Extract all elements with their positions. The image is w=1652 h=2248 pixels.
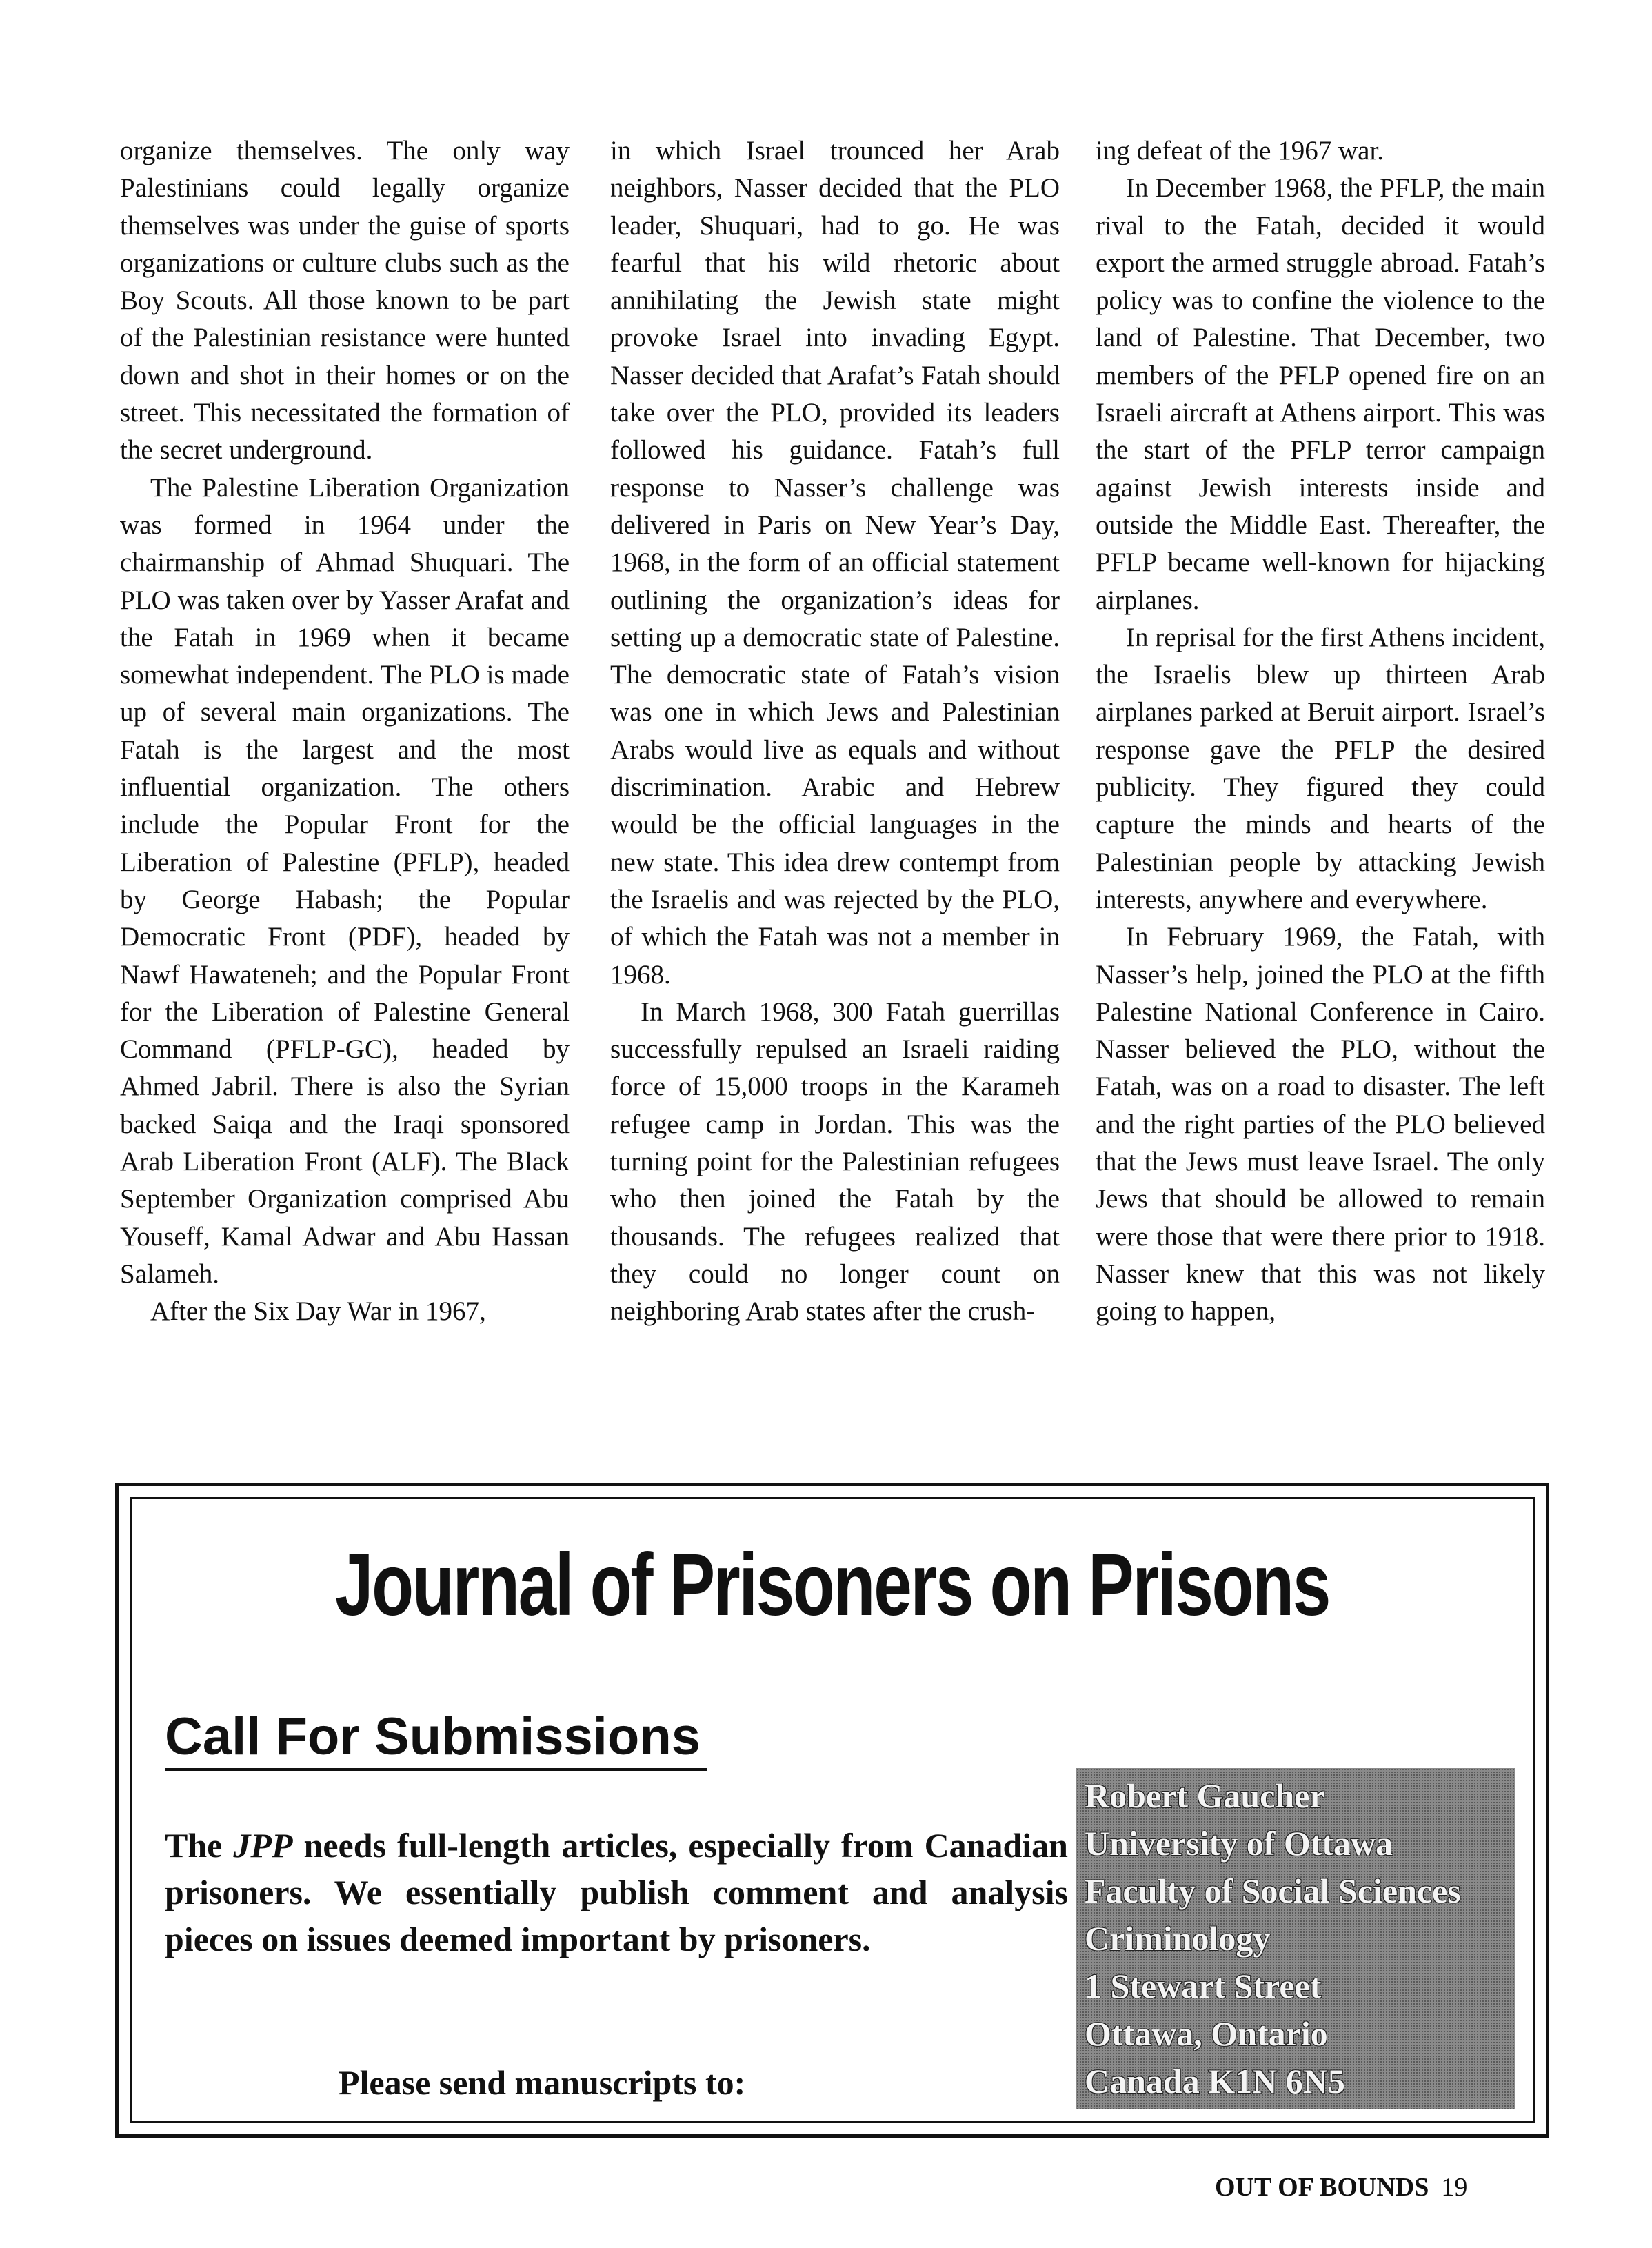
article-column-1 (120, 132, 570, 1331)
address-line: Criminology (1085, 1919, 1271, 1958)
paragraph: After the Six Day War in 1967, (150, 1296, 486, 1327)
ad-send-line: Please send manuscripts to: (339, 2063, 746, 2102)
address-line: Faculty of Social Sciences (1085, 1871, 1461, 1910)
address-line: Ottawa, Ontario (1085, 2014, 1328, 2053)
page-footer (1215, 2171, 1467, 2204)
ad-body (165, 1822, 1068, 1963)
ad-body-suffix: needs full-length articles, especially from Canadian prisoners. We essentially publish comment and analysis pieces on issues deemed important by prisoners. (165, 1826, 1068, 1958)
address-line: Robert Gaucher (1085, 1776, 1325, 1815)
paragraph: In December 1968, the PFLP, the main rival to the Fatah, decided it would export the armed struggle abroad. Fatah’s policy was to confine the violence to the land of Palestine. That December, two members of the PFLP opened fire on an Israeli aircraft at Athens airport. This was the start of the PFLP terror campaign against Jewish interests inside and outside the Middle East. Thereafter, the PFLP became well-known for hijacking airplanes. (1096, 173, 1545, 615)
paragraph: In February 1969, the Fatah, with Nasser’s help, joined the PLO at the fifth Palestine National Conference in Cairo. Nasser believed the PLO, without the Fatah, was on a road to disaster. The left and the right parties of the PLO believed that the Jews must leave Israel. The only Jews that should be allowed to remain were those that were there prior to 1918. Nasser knew that this was not likely going to happen, (1096, 922, 1545, 1327)
address-line: Canada K1N 6N5 (1085, 2062, 1345, 2100)
paragraph: In reprisal for the first Athens incident, the Israelis blew up thirteen Arab airplanes parked at Beruit airport. Israel’s response gave the PFLP the desired publicity. They figured they could capture the minds and hearts of the Palestinian people by attacking Jewish interests, anywhere and everywhere. (1096, 622, 1545, 914)
submission-ad-box (115, 1483, 1549, 2138)
paragraph: in which Israel trounced her Arab neighbors, Nasser decided that the PLO leader, Shuquari, had to go. He was fearful that his wild rhetoric about annihilating the Jewish state might provoke Israel into invading Egypt. Nasser decided that Arafat’s Fatah should take over the PLO, provided its leaders followed his guidance. Fatah’s full response to Nasser’s challenge was delivered in Paris on New Year’s Day, 1968, in the form of an official statement outlining the organization’s ideas for setting up a democratic state of Palestine. The democratic state of Fatah’s vision was one in which Jews and Palestinian Arabs would live as equals and without discrimination. Arabic and Hebrew would be the official languages in the new state. This idea drew contempt from the Israelis and was rejected by the PLO, of which the Fatah was not a member in 1968. (610, 136, 1060, 990)
publication-name: OUT OF BOUNDS (1215, 2173, 1429, 2202)
article-column-2 (610, 132, 1060, 1331)
ad-subtitle: Call For Submissions (165, 1706, 707, 1771)
submission-ad-inner-border (130, 1497, 1535, 2123)
ad-body-prefix: The (165, 1826, 234, 1865)
paragraph: In March 1968, 300 Fatah guerrillas successfully repulsed an Israeli raiding force of 15,000 troops in the Karameh refugee camp in Jordan. This was the turning point for the Palestinian refugees who then joined the Fatah by the thousands. The refugees realized that they could no longer count on neighboring Arab states after the crush- (610, 996, 1060, 1327)
address-line: 1 Stewart Street (1085, 1967, 1322, 2005)
ad-title: Journal of Prisoners on Prisons (334, 1536, 1330, 1634)
paragraph: ing defeat of the 1967 war. (1096, 136, 1384, 165)
paragraph: organize themselves. The only way Palestinians could legally organize themselves was under the guise of sports organizations or culture clubs such as the Boy Scouts. All those known to be part of the Palestinian resistance were hunted down and shot in their homes or on the street. This necessitated the formation of the secret underground. (120, 136, 570, 465)
paragraph: The Palestine Liberation Organization was formed in 1964 under the chairmanship of Ahmad Shuquari. The PLO was taken over by Yasser Arafat and the Fatah in 1969 when it became somewhat independent. The PLO is made up of several main organizations. The Fatah is the largest and the most influential organization. The others include the Popular Front for the Liberation of Palestine (PFLP), headed by George Habash; the Popular Democratic Front (PDF), headed by Nawf Hawateneh; and the Popular Front for the Liberation of Palestine General Command (PFLP-GC), headed by Ahmed Jabril. There is also the Syrian backed Saiqa and the Iraqi sponsored Arab Liberation Front (ALF). The Black September Organization comprised Abu Youseff, Kamal Adwar and Abu Hassan Salameh. (120, 472, 570, 1289)
ad-body-journal-abbrev: JPP (233, 1826, 293, 1865)
address-line: University of Ottawa (1085, 1824, 1393, 1863)
ad-mailing-address (1076, 1768, 1515, 2109)
page-number: 19 (1441, 2173, 1468, 2202)
article-column-3 (1096, 132, 1545, 1331)
